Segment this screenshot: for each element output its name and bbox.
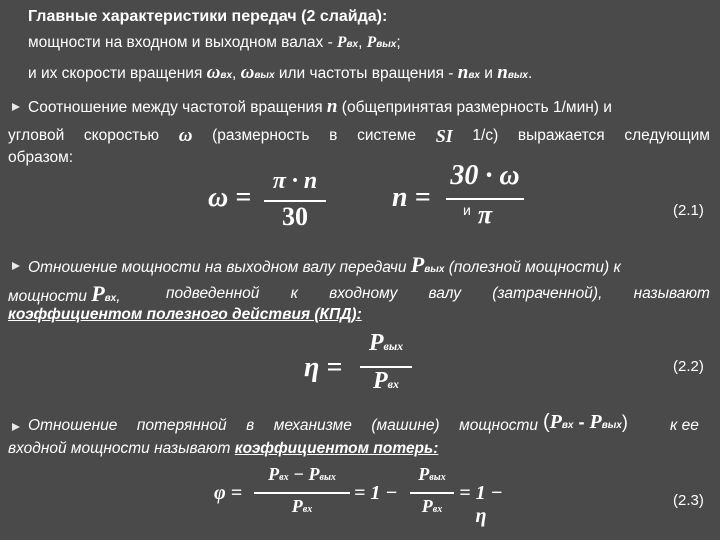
paren: ) [621, 412, 628, 432]
sub-in: вх [279, 472, 289, 483]
word: Отношение [28, 417, 118, 434]
p-out-symbol: P [589, 411, 602, 433]
ratio-denominator [410, 496, 454, 517]
para3-line2 [8, 440, 438, 458]
omega-out-symbol: ω [240, 62, 255, 83]
sub-in: вх [220, 70, 233, 81]
text: Соотношение между частотой вращения [28, 99, 327, 116]
n-symbol: n [326, 96, 338, 117]
word: выражается [517, 127, 605, 144]
eta-lhs: η = [304, 352, 343, 383]
text: (полезной мощности) к [444, 259, 621, 276]
semicolon: ; [396, 34, 401, 51]
text: мощности [8, 288, 92, 305]
eta-numerator [358, 330, 414, 357]
word: в [246, 417, 255, 434]
slide-title: Главные характеристики передач (2 слайда): [28, 8, 388, 25]
p-out-symbol: P [410, 252, 425, 277]
para2-line1 [28, 252, 621, 279]
n-numerator: 30 · ω [450, 160, 520, 191]
word: системе [357, 127, 417, 144]
ratio-numerator [410, 464, 454, 485]
word: 1/с) [472, 127, 499, 144]
text: входной мощности называют [8, 440, 235, 457]
word: следующим [624, 127, 710, 144]
word: механизме [273, 417, 352, 434]
sub-in: вх [561, 420, 574, 431]
word: угловой [8, 127, 65, 144]
word: потерянной [136, 417, 227, 434]
equation-number-2-1: (2.1) [673, 202, 704, 219]
formula-loss [214, 464, 504, 526]
p-symbol: P [268, 464, 280, 484]
para2-line2-rest [166, 285, 710, 303]
si-symbol: SI [435, 126, 453, 146]
omega-denominator: 30 [282, 202, 308, 231]
text: (общепринятая размерность 1/мин) и [337, 99, 612, 116]
loss-denominator [254, 496, 350, 517]
word: в [329, 127, 338, 144]
phi-lhs: φ = [214, 482, 243, 504]
sub-out: вых [254, 70, 275, 81]
eta-denominator [358, 368, 414, 395]
word: мощности [459, 417, 538, 434]
bullet-icon [12, 103, 20, 111]
sub-out: вых [383, 339, 404, 353]
equation-number-2-3: (2.3) [673, 492, 704, 509]
bullet-icon [12, 262, 20, 270]
para2-line3: коэффициентом полезного действия (КПД): [8, 306, 362, 323]
n-out-symbol: n [497, 62, 508, 83]
sub-in: вх [346, 39, 359, 50]
conjunction-and: и [463, 202, 471, 218]
omega-in-symbol: ω [206, 62, 221, 83]
period: . [527, 65, 533, 82]
fraction-bar [410, 492, 454, 494]
sub-out: вых [429, 472, 446, 483]
sub-out: вых [507, 70, 528, 81]
text-powers: мощности на входном и выходном валах - [28, 34, 338, 51]
omega-symbol: ω [178, 125, 193, 146]
para3-line1-words [28, 417, 538, 435]
word: (размерность [212, 127, 310, 144]
bullet-icon [12, 423, 20, 431]
loss-numerator [254, 464, 350, 485]
p-symbol: P [291, 496, 303, 516]
n-denominator: π [477, 200, 493, 229]
minus: - [573, 412, 590, 432]
comma: , [232, 65, 237, 82]
p-symbol: P [368, 330, 384, 356]
p-symbol: P [421, 496, 433, 516]
word: валу [428, 285, 462, 302]
formula-omega [208, 168, 338, 236]
p-symbol: P [418, 464, 430, 484]
p-in-symbol: P [337, 34, 347, 51]
para1-line2 [8, 127, 710, 145]
comma: , [358, 34, 363, 51]
p-in-symbol: P [91, 281, 105, 306]
equals-one-minus-eta: = 1 − η [459, 482, 503, 527]
word: к [290, 285, 298, 302]
sub-in: вх [432, 504, 443, 515]
word: называют [633, 285, 710, 302]
para1-line1 [28, 98, 612, 117]
and-word: и [479, 65, 498, 82]
text: Отношение мощности на выходном валу передачи [28, 259, 411, 276]
word: (затраченной), [492, 285, 603, 302]
paren: ( [543, 411, 550, 433]
n-in-symbol: n [457, 62, 469, 83]
text-or-frequencies: или частоты вращения - [274, 65, 458, 82]
fraction-bar [254, 492, 350, 494]
sub-out: вых [424, 264, 445, 275]
term-loss-coefficient: коэффициентом потерь: [234, 440, 439, 457]
formula-n [392, 160, 532, 234]
sub-out: вых [601, 420, 622, 431]
para3-power-loss [543, 413, 628, 435]
sub-in: вх [387, 377, 400, 391]
sub-in: вх [302, 504, 313, 515]
minus-p: − P [288, 464, 320, 484]
sub-out: вых [376, 39, 397, 50]
word: скоростью [83, 127, 160, 144]
line-speeds [28, 64, 532, 85]
comma: , [116, 288, 121, 305]
equals-one-minus: = 1 − [354, 482, 398, 504]
word: (машине) [371, 417, 440, 434]
sub-in: вх [104, 293, 117, 304]
equation-number-2-2: (2.2) [673, 358, 704, 375]
para1-line3: образом: [8, 149, 74, 166]
n-lhs: n = [392, 182, 431, 213]
p-symbol: P [372, 368, 388, 394]
p-out-symbol: P [366, 34, 377, 51]
para3-line1-tail: к ее [670, 417, 699, 434]
text-speeds: и их скорости вращения [28, 65, 207, 82]
omega-lhs: ω = [208, 182, 252, 213]
para2-line2-start [8, 281, 121, 308]
formula-efficiency [304, 330, 414, 402]
word: подведенной [166, 285, 260, 302]
line-powers [28, 34, 401, 54]
omega-numerator: π · n [272, 168, 318, 194]
p-in-symbol: P [549, 411, 562, 433]
word: входному [329, 285, 398, 302]
sub-out: вых [319, 472, 336, 483]
sub-in: вх [468, 70, 480, 81]
